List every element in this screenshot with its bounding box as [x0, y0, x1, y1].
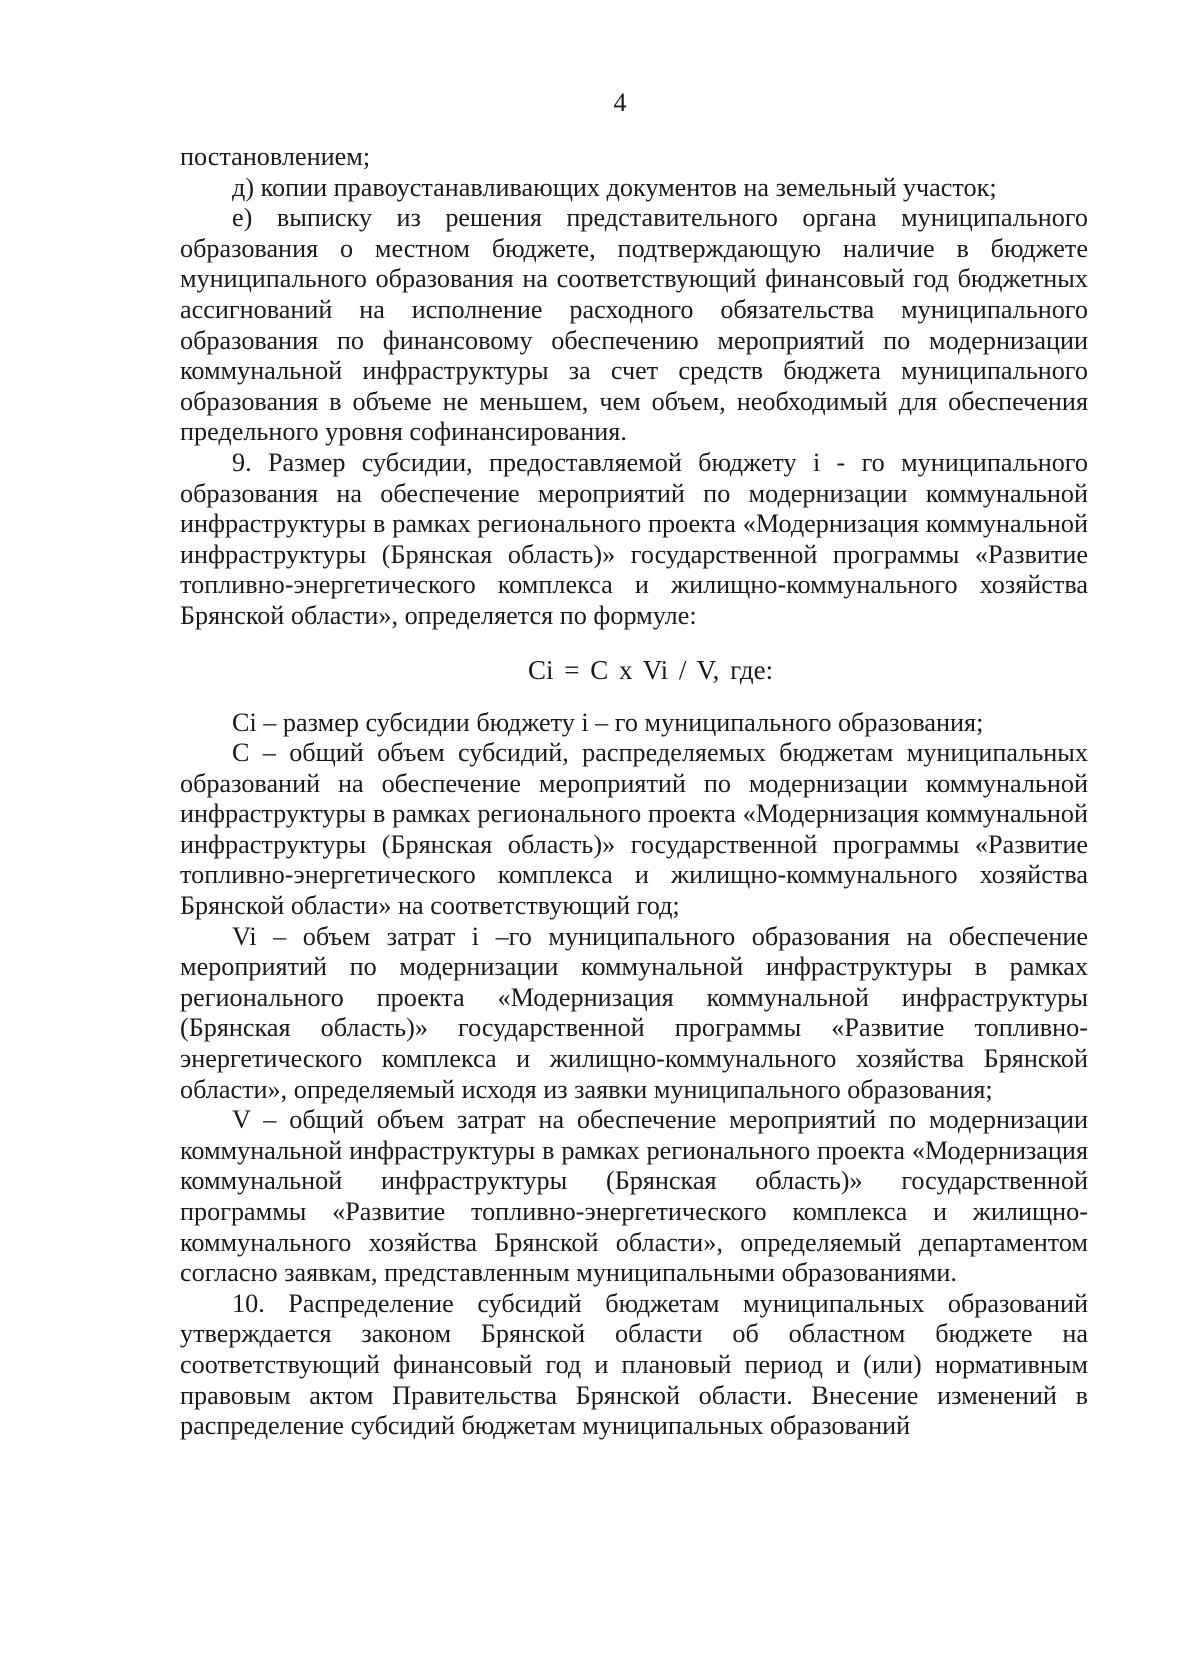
paragraph-9: 9. Размер субсидии, предоставляемой бюджету i - го муниципального образования на обеспечение мероприятий по модернизации коммунальной инфраструктуры в рамках регионального проекта «Модернизация коммунальной инфраструктуры (Брянская область)» государственной программы «Развитие топливно-энергетического комплекса и жилищно-коммунального хозяйства Брянской области», определяется по формуле: — [180, 447, 1088, 630]
definition-v: V – общий объем затрат на обеспечение мероприятий по модернизации коммунальной инфраструктуры в рамках регионального проекта «Модернизация коммунальной инфраструктуры (Брянская область)» государственной программы «Развитие топливно-энергетического комплекса и жилищно-коммунального хозяйства Брянской области», определяемый департаментом согласно заявкам, представленным муниципальными образованиями. — [180, 1105, 1088, 1288]
document-body — [180, 142, 1088, 1442]
definition-c: C – общий объем субсидий, распределяемых бюджетам муниципальных образований на обеспечение мероприятий по модернизации коммунальной инфраструктуры в рамках регионального проекта «Модернизация коммунальной инфраструктуры (Брянская область)» государственной программы «Развитие топливно-энергетического комплекса и жилищно-коммунального хозяйства Брянской области» на соответствующий год; — [180, 738, 1088, 921]
paragraph-item-e: е) выписку из решения представительного органа муниципального образования о местном бюджете, подтверждающую наличие в бюджете муниципального образования на соответствующий финансовый год бюджетных ассигнований на исполнение расходного обязательства муниципального образования по финансовому обеспечению мероприятий по модернизации коммунальной инфраструктуры за счет средств бюджета муниципального образования в объеме не меньшем, чем объем, необходимый для обеспечения предельного уровня софинансирования. — [180, 203, 1088, 447]
page-number: 4 — [613, 88, 627, 117]
paragraph-10: 10. Распределение субсидий бюджетам муниципальных образований утверждается законом Брянской области об областном бюджете на соответствующий финансовый год и плановый период и (или) нормативным правовым актом Правительства Брянской области. Внесение изменений в распределение субсидий бюджетам муниципальных образований — [180, 1288, 1088, 1441]
definition-ci: Ci – размер субсидии бюджету i – го муниципального образования; — [232, 707, 984, 737]
paragraph-item-d: д) копии правоустанавливающих документов на земельный участок; — [232, 172, 997, 202]
paragraph-continuation: постановлением; — [180, 142, 371, 171]
definition-vi: Vi – объем затрат i –го муниципального образования на обеспечение мероприятий по модернизации коммунальной инфраструктуры в рамках регионального проекта «Модернизация коммунальной инфраструктуры (Брянская область)» государственной программы «Развитие топливно-энергетического комплекса и жилищно-коммунального хозяйства Брянской области», определяемый исходя из заявки муниципального образования; — [180, 921, 1088, 1104]
formula: Ci = C x Vi / V, где: — [528, 654, 774, 685]
